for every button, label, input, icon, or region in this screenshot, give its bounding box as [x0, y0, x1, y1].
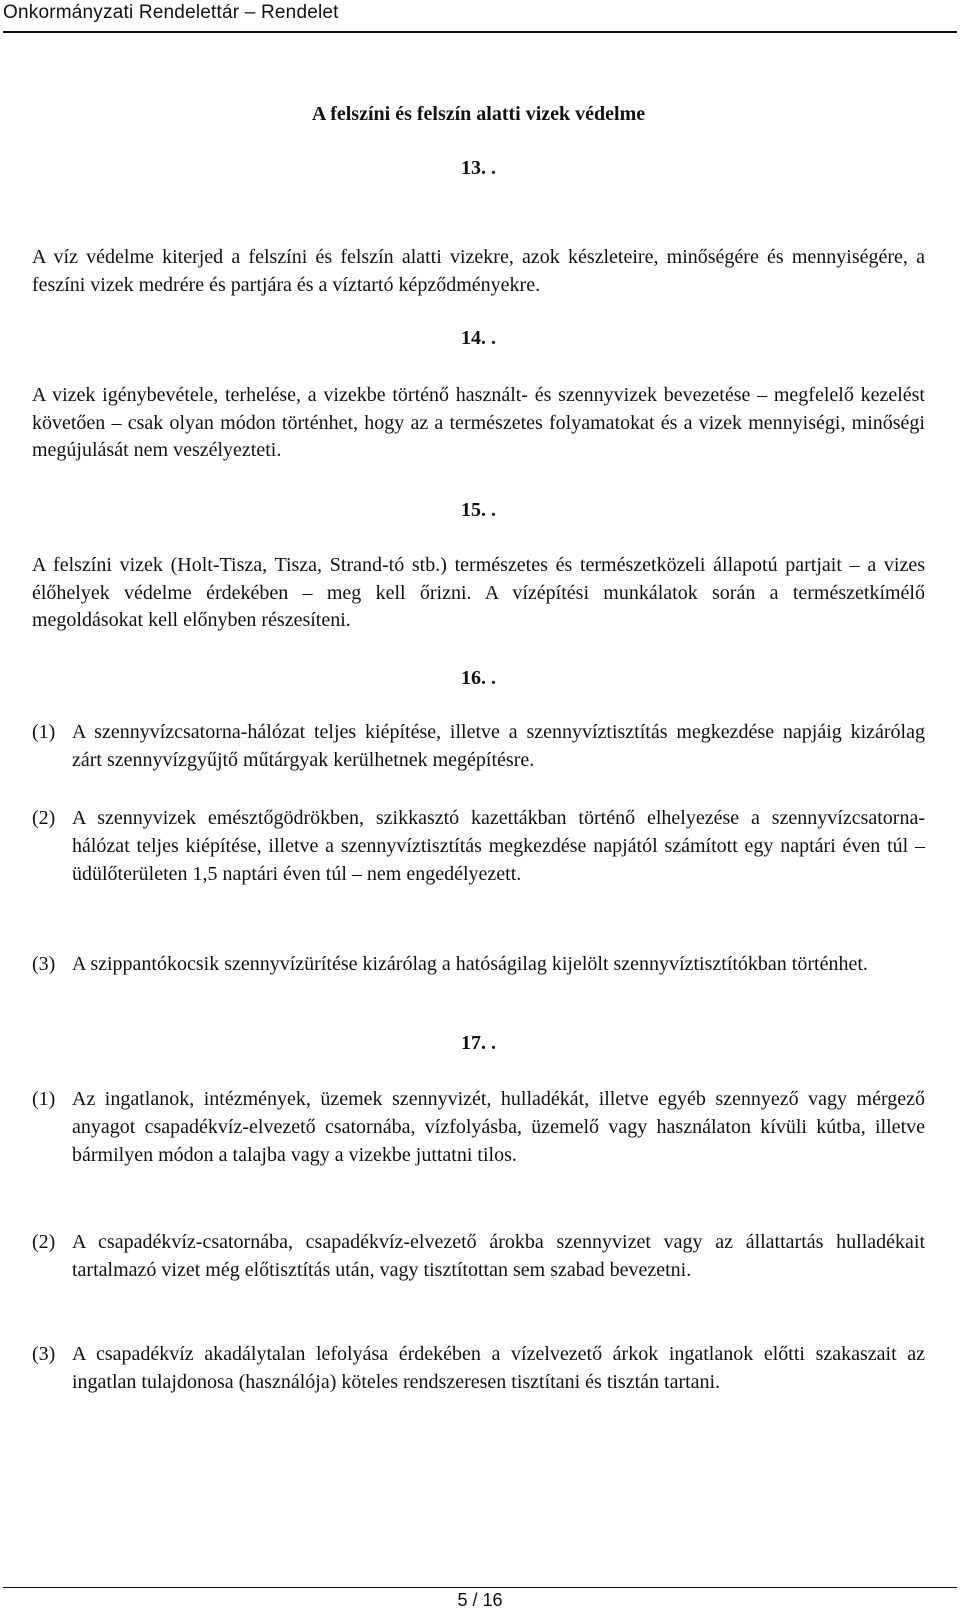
document-footer	[0, 1587, 960, 1613]
section-17-item-2	[32, 1228, 925, 1284]
item-number: (2)	[32, 807, 56, 829]
item-text: A csapadékvíz-csatornába, csapadékvíz-elvezető árokba szennyvizet vagy az állattartás hulladékait tartalmazó vizet még előtisztítás után, vagy tisztítottan sem szabad bevezetni.	[72, 1231, 925, 1281]
item-text: A szippantókocsik szennyvízürítése kizárólag a hatóságilag kijelölt szennyvíztisztítókban történhet.	[72, 953, 868, 975]
item-number: (1)	[32, 1088, 56, 1110]
section-14-paragraph: A vizek igénybevétele, terhelése, a vizekbe történő használt- és szennyvizek bevezetése – megfelelő kezelést követően – csak olyan módon történhet, hogy az a természetes folyamatokat és a vizek mennyiségi, minőségi megújulását nem veszélyezteti.	[32, 384, 925, 461]
item-text: A szennyvízcsatorna-hálózat teljes kiépítése, illetve a szennyvíztisztítás megkezdése napjáig kizárólag zárt szennyvízgyűjtő műtárgyak kerülhetnek megépítésre.	[72, 721, 925, 771]
item-text: A csapadékvíz akadálytalan lefolyása érdekében a vízelvezető árkok ingatlanok előtti szakaszait az ingatlan tulajdonosa (használója) köteles rendszeresen tisztítani és tisztán tartani.	[72, 1343, 925, 1393]
item-text: Az ingatlanok, intézmények, üzemek szennyvizét, hulladékát, illetve egyéb szennyező vagy mérgező anyagot csapadékvíz-elvezető csatornába, vízfolyásba, üzemelő vagy használaton kívüli kútba, illetve bármilyen módon a talajba vagy a vizekbe juttatni tilos.	[72, 1088, 925, 1166]
header-title: Onkormányzati Rendelettár – Rendelet	[3, 2, 339, 23]
item-number: (2)	[32, 1231, 56, 1253]
document-title: A felszíni és felszín alatti vizek védelme	[311, 103, 646, 125]
footer-divider	[3, 1587, 957, 1588]
section-16-item-2	[32, 804, 925, 888]
section-17-item-1	[32, 1085, 925, 1169]
document-header	[3, 0, 957, 33]
section-number-13: 13. .	[461, 157, 496, 179]
item-text: A szennyvizek emésztőgödrökben, szikkasztó kazettákban történő elhelyezése a szennyvízcsatorna-hálózat teljes kiépítése, illetve a szennyvíztisztítás megkezdése napjától számított egy naptári éven túl – üdülőterületen 1,5 naptári éven túl – nem engedélyezett.	[72, 807, 925, 885]
item-number: (3)	[32, 953, 56, 975]
section-16-item-1	[32, 718, 925, 774]
section-15-paragraph: A felszíni vizek (Holt-Tisza, Tisza, Strand-tó stb.) természetes és természetközeli állapotú partjait – a vizes élőhelyek védelme érdekében – meg kell őrizni. A vízépítési munkálatok során a természetkímélő megoldásokat kell előnyben részesíteni.	[32, 554, 925, 631]
section-17-item-3	[32, 1340, 925, 1396]
section-number-15: 15. .	[461, 499, 496, 521]
item-number: (3)	[32, 1343, 56, 1365]
section-number-17: 17. .	[461, 1032, 496, 1054]
section-13-paragraph: A víz védelme kiterjed a felszíni és felszín alatti vizekre, azok készleteire, minőségére és mennyiségére, a feszíni vizek medrére és partjára és a víztartó képződményekre.	[32, 246, 925, 296]
section-number-14: 14. .	[461, 327, 496, 349]
section-16-item-3	[32, 950, 925, 978]
item-number: (1)	[32, 721, 56, 743]
page-number: 5 / 16	[457, 1590, 503, 1610]
section-number-16: 16. .	[461, 667, 496, 689]
